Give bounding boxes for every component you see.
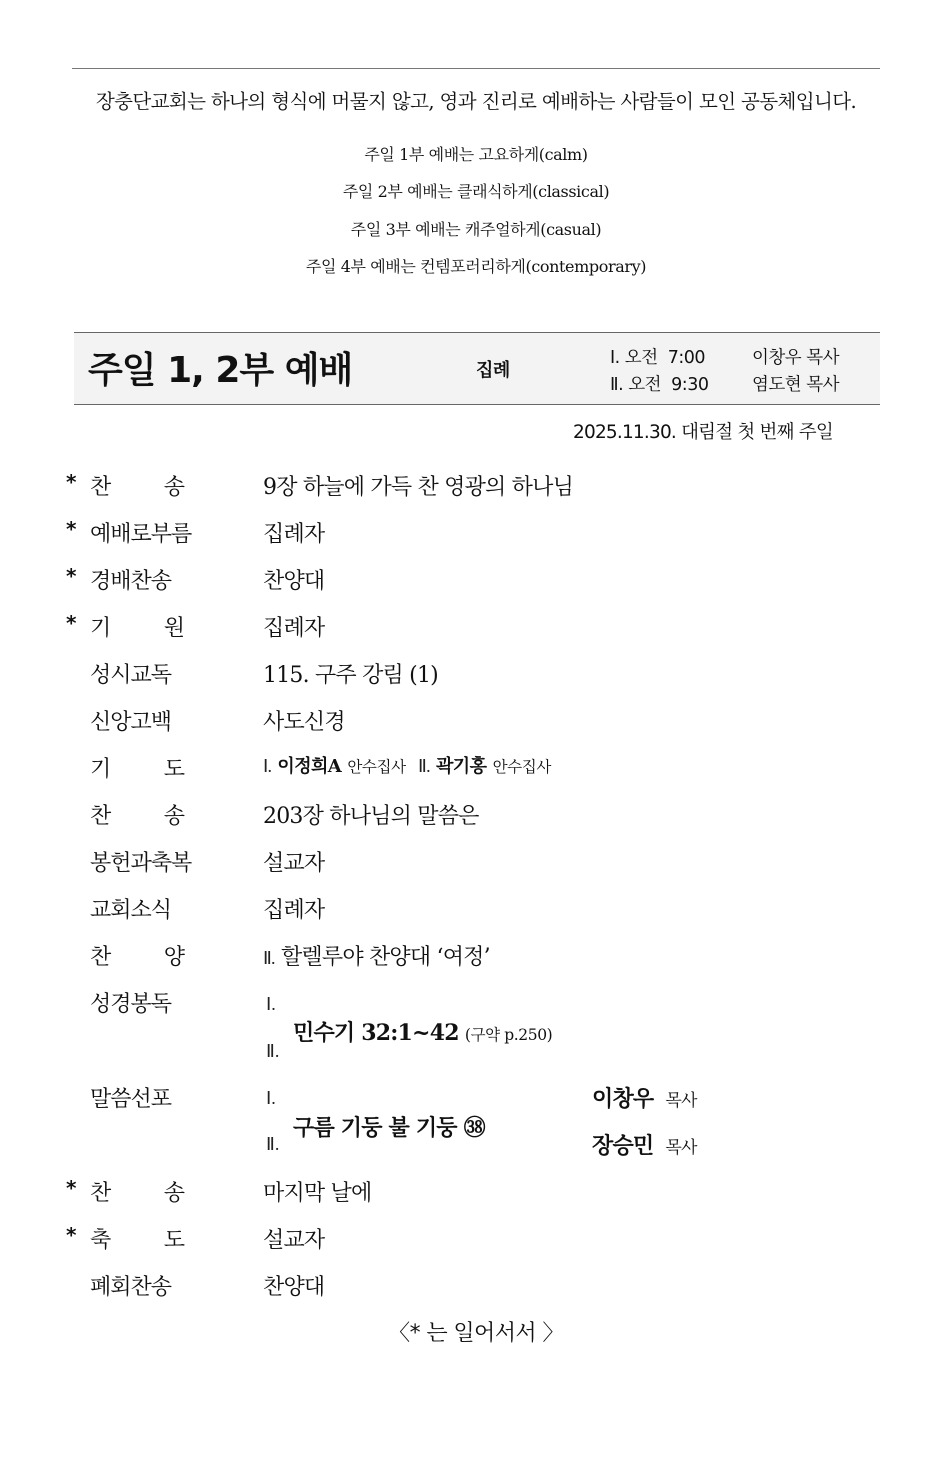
service-style-3: 주일 3부 예배는 캐주얼하게(casual)	[350, 220, 602, 239]
service-time-2	[610, 371, 839, 396]
order-row-responsive-reading	[0, 658, 952, 694]
prayer-leader-2: 곽기홍	[436, 756, 487, 777]
standing-mark: *	[66, 1176, 77, 1200]
preacher-2	[592, 1129, 697, 1160]
church-intro: 장충단교회는 하나의 형식에 머물지 않고, 영과 진리로 예배하는 사람들이 모인 공동체입니다.	[95, 90, 857, 113]
order-content: 집례자	[263, 616, 325, 641]
order-content: 9장 하늘에 가득 찬 영광의 하나님	[263, 475, 574, 500]
scripture-text: 민수기 32:1~42	[293, 1020, 459, 1046]
order-row-hymn-1	[0, 470, 952, 506]
order-row-prayer	[0, 752, 952, 788]
preacher-1-title: 목사	[665, 1091, 697, 1111]
service-style-4: 주일 4부 예배는 컨템포러리하게(contemporary)	[305, 257, 647, 276]
label-char: 송	[163, 804, 184, 829]
order-label: 폐회찬송	[90, 1275, 172, 1300]
prayer-leader-1-role: 안수집사	[347, 758, 406, 776]
order-row-hymn-2	[0, 799, 952, 835]
order-content: 사도신경	[263, 710, 345, 735]
order-label	[90, 1223, 184, 1254]
order-content: 마지막 날에	[263, 1181, 372, 1206]
order-label: 경배찬송	[90, 569, 172, 594]
order-row-benediction	[0, 1223, 952, 1259]
order-content: 찬양대	[263, 1275, 325, 1300]
service-time-1-time: Ⅰ. 오전 7:00	[610, 348, 706, 368]
order-label	[90, 611, 184, 642]
service-time-2-time: Ⅱ. 오전 9:30	[610, 375, 709, 395]
prayer-content	[263, 752, 551, 778]
order-row-offering	[0, 846, 952, 882]
label-char: 찬	[90, 945, 111, 970]
order-label: 예배로부름	[90, 522, 192, 547]
roman-numeral-2: Ⅱ.	[266, 1134, 280, 1154]
preacher-2-name: 장승민	[592, 1133, 654, 1159]
order-row-creed	[0, 705, 952, 741]
roman-numeral-1: Ⅰ.	[266, 1088, 276, 1108]
scripture-passage	[293, 1016, 552, 1047]
service-time-1	[610, 344, 839, 369]
standing-mark: *	[66, 470, 77, 494]
preacher-2-title: 목사	[665, 1138, 697, 1158]
order-label: 성경봉독	[90, 992, 172, 1017]
preacher-1-name: 이창우	[592, 1086, 654, 1112]
standing-mark: *	[66, 611, 77, 635]
service-style-2: 주일 2부 예배는 클래식하게(classical)	[342, 182, 610, 201]
label-char: 찬	[90, 475, 111, 500]
order-label	[90, 1176, 184, 1207]
roman-numeral-2: Ⅱ.	[263, 948, 275, 968]
order-label: 봉헌과축복	[90, 851, 192, 876]
label-char: 찬	[90, 804, 111, 829]
label-char: 양	[163, 945, 184, 970]
standing-mark: *	[66, 564, 77, 588]
label-char: 찬	[90, 1181, 111, 1206]
label-char: 축	[90, 1228, 111, 1253]
order-row-closing-hymn	[0, 1176, 952, 1212]
prayer-leader-2-role: 안수집사	[492, 758, 551, 776]
standing-footnote: 〈* 는 일어서서 〉	[388, 1321, 564, 1346]
order-label: 교회소식	[90, 898, 172, 923]
order-content: 설교자	[263, 851, 325, 876]
order-row-invocation	[0, 611, 952, 647]
order-content: 203장 하나님의 말씀은	[263, 804, 479, 829]
order-row-praise-hymn	[0, 564, 952, 600]
sermon-title: 구름 기둥 불 기둥 ㊳	[293, 1115, 485, 1141]
top-rule	[72, 68, 880, 69]
preacher-1	[592, 1082, 697, 1113]
order-label	[90, 940, 184, 971]
service-title: 주일 1, 2부 예배	[88, 350, 353, 391]
order-content: 집례자	[263, 898, 325, 923]
order-row-postlude	[0, 1270, 952, 1306]
order-row-call-to-worship	[0, 517, 952, 553]
label-char: 도	[163, 1228, 184, 1253]
service-time-1-leader: 이창우 목사	[752, 348, 840, 368]
order-label	[90, 799, 184, 830]
scripture-page-ref: (구약 p.250)	[464, 1026, 553, 1044]
order-label: 말씀선포	[90, 1087, 172, 1112]
order-label	[90, 470, 184, 501]
label-char: 송	[163, 1181, 184, 1206]
anthem-title: 할렐루야 찬양대 ‘여정’	[280, 945, 490, 970]
roman-numeral-1: Ⅰ.	[263, 756, 272, 776]
order-content: 집례자	[263, 522, 325, 547]
anthem-content	[263, 940, 490, 971]
label-char: 도	[163, 757, 184, 782]
order-label: 성시교독	[90, 663, 172, 688]
service-style-1: 주일 1부 예배는 고요하게(calm)	[364, 145, 588, 164]
order-row-announcements	[0, 893, 952, 929]
roman-numeral-2: Ⅱ.	[266, 1041, 280, 1061]
order-content: 찬양대	[263, 569, 325, 594]
label-char: 기	[90, 757, 111, 782]
officiant-label: 집례	[476, 360, 510, 381]
standing-mark: *	[66, 1223, 77, 1247]
label-char: 기	[90, 616, 111, 641]
roman-numeral-1: Ⅰ.	[266, 994, 276, 1014]
label-char: 송	[163, 475, 184, 500]
order-label	[90, 752, 184, 783]
standing-mark: *	[66, 517, 77, 541]
order-row-anthem	[0, 940, 952, 976]
label-char: 원	[163, 616, 184, 641]
service-date: 2025.11.30. 대림절 첫 번째 주일	[573, 422, 833, 443]
prayer-leader-1: 이정희A	[277, 756, 342, 777]
order-content: 설교자	[263, 1228, 325, 1253]
roman-numeral-2: Ⅱ.	[418, 756, 430, 776]
order-label: 신앙고백	[90, 710, 172, 735]
order-content: 115. 구주 강림 (1)	[263, 663, 438, 688]
service-time-2-leader: 염도현 목사	[752, 375, 840, 395]
